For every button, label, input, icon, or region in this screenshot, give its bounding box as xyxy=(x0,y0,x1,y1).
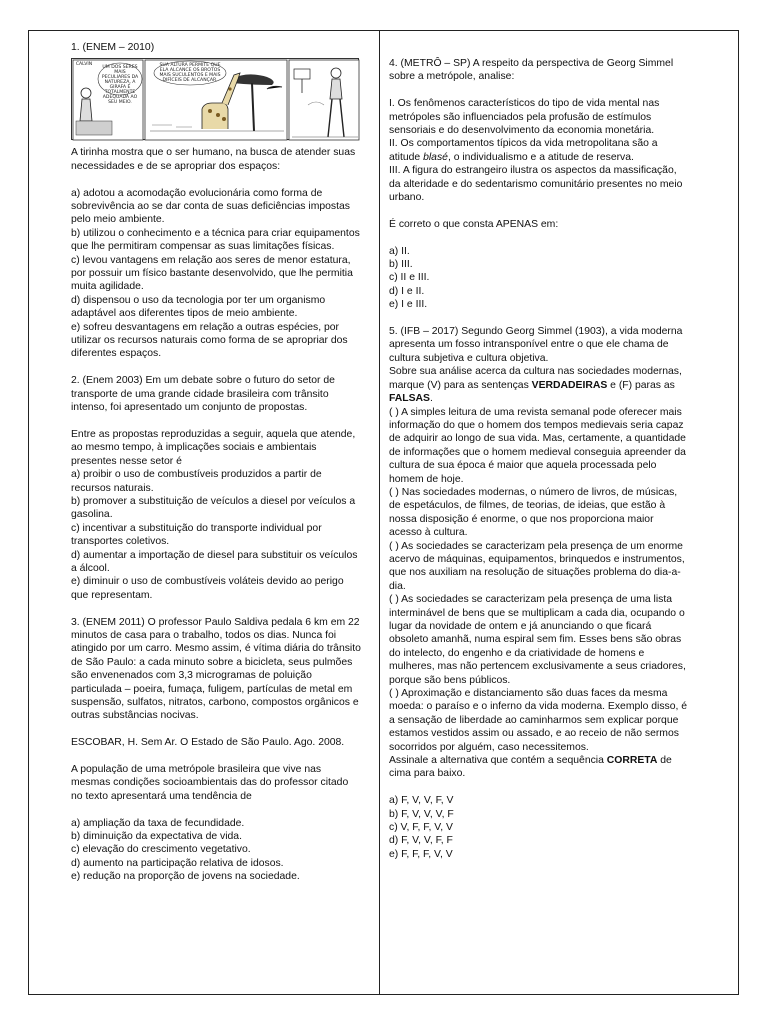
q2-option-c: c) incentivar a substituição do transporte individual por transportes coletivos. xyxy=(71,522,322,548)
q1-option-a: a) adotou a acomodação evolucionária como forma de sobrevivência ao se dar conta de suas deficiências impostas pelo meio ambiente. xyxy=(71,187,350,226)
q3-option-a: a) ampliação da taxa de fecundidade. xyxy=(71,817,245,829)
q5-instr-mid: e (F) paras as xyxy=(607,379,675,391)
q2-stem: 2. (Enem 2003) Em um debate sobre o futuro do setor de transporte de uma grande cidade brasileira com trânsito intenso, foi apresentado um conjunto de propostas. xyxy=(71,375,335,414)
q2-option-e: e) diminuir o uso de combustíveis voláteis devido ao perigo que representam. xyxy=(71,576,344,601)
q5-statement-4: ( ) As sociedades se caracterizam pela presença de uma lista interminável de bens que se multiplicam a cada dia, ocupando o lugar da novidade de ontem e já anunciando o que ficará obsoleto amanhã, numa espiral sem fim. Esses bens são obras do intelecto, do engenho e da criatividade de homens e mulheres, mas não pertencem exclusivamente a seus criadores, porque são bens públicos. xyxy=(389,594,686,686)
q5-final-end: de cima para baixo. xyxy=(389,755,672,780)
q1-option-e: e) sofreu desvantagens em relação a outras espécies, por utilizar os recursos naturais como forma de se apropriar dos diferentes espaços. xyxy=(71,321,348,360)
q1-option-c: c) levou vantagens em relação aos seres de menor estatura, por possuir um físico bastante desenvolvido, que lhe permitia muita agilidade. xyxy=(71,254,353,293)
q2-stem-2: Entre as propostas reproduzidas a seguir, aquela que atende, ao mesmo tempo, à implicações sociais e ambientais presentes nesse setor é xyxy=(71,428,356,467)
q5-final-instruction xyxy=(389,754,689,781)
left-column xyxy=(71,41,361,884)
q5-option-d: d) F, V, V, F, F xyxy=(389,835,453,847)
worksheet-page xyxy=(28,30,739,995)
q5-instr-start: Sobre sua análise acerca da cultura nas sociedades modernas, marque (V) para as sentenças xyxy=(389,366,682,391)
comic-bubble-2: SUA ALTURA PERMITE QUE ELA ALCANCE OS BROTOS MAIS SUCULENTOS E MAIS DIFÍCEIS DE ALCANÇAR. xyxy=(159,63,221,84)
q1-stem: A tirinha mostra que o ser humano, na busca de atender suas necessidades e de se apropriar dos espaços: xyxy=(71,147,356,172)
q1-title: 1. (ENEM – 2010) xyxy=(71,42,155,53)
q3-option-d: d) aumento na participação relativa de idosos. xyxy=(71,857,284,869)
q4-item-2 xyxy=(389,137,689,164)
column-divider xyxy=(379,31,380,994)
calvin-comic-strip xyxy=(71,58,359,140)
q3-option-b: b) diminuição da expectativa de vida. xyxy=(71,831,242,843)
q5-statement-1: ( ) A simples leitura de uma revista semanal pode oferecer mais informação do que o homem dos tempos medievais seria capaz de adquirir ao longo de sua vida. Mas, certamente, a quantidade de informações que o homem medieval conseguia apreender da cultura de sua época é maior que aquela processada pelo homem de hoje. xyxy=(389,406,686,485)
q4-question: É correto o que consta APENAS em: xyxy=(389,218,559,230)
q2-option-d: d) aumentar a importação de diesel para substituir os veículos a álcool. xyxy=(71,549,358,574)
q4-option-e: e) I e III. xyxy=(389,299,428,311)
q4-option-a: a) II. xyxy=(389,245,410,257)
q4-item-1: I. Os fenômenos característicos do tipo de vida mental nas metrópoles são influenciados pela profusão de estímulos sensoriais e do desenvolvimento da economia monetária. xyxy=(389,98,660,137)
q4-item-2-blase: blasé xyxy=(423,151,448,163)
q5-option-a: a) F, V, V, F, V xyxy=(389,795,454,807)
q5-statement-5: ( ) Aproximação e distanciamento são duas faces da mesma moeda: o paraíso e o inferno da vida moderna. Exemplo disso, é a sensação de liberdade ao caminharmos sem explicar porque estamos vestidos assim ou assado, e ao receio de não sermos socorridos por alguém, caso necessitemos. xyxy=(389,688,688,753)
comic-bubble-1: UM DOS SERES MAIS PECULIARES DA NATUREZA, A GIRAFA É TOTALMENTE ADEQUADA AO SEU MEIO. xyxy=(101,65,139,106)
q1-option-b: b) utilizou o conhecimento e a técnica para criar equipamentos que lhe permitiram compensar as suas limitações físicas. xyxy=(71,227,360,253)
q5-instructions xyxy=(389,365,689,405)
q4-item-3: III. A figura do estrangeiro ilustra os aspectos da massificação, da alteridade e do sedentarismo comunitário presentes no meio urbano. xyxy=(389,165,683,204)
q5-option-b: b) F, V, V, V, F xyxy=(389,808,454,820)
q5-instr-verdadeiras: VERDADEIRAS xyxy=(531,379,608,391)
q2-option-a: a) proibir o uso de combustíveis produzidos a partir de recursos naturais. xyxy=(71,469,322,494)
q5-final-start: Assinale a alternativa que contém a sequência xyxy=(389,755,607,767)
q3-source: ESCOBAR, H. Sem Ar. O Estado de São Paulo. Ago. 2008. xyxy=(71,737,345,749)
q5-instr-end: . xyxy=(430,393,433,405)
q4-stem: 4. (METRÔ – SP) A respeito da perspectiva de Georg Simmel sobre a metrópole, analise: xyxy=(389,58,674,83)
right-column xyxy=(389,57,689,861)
q5-statement-3: ( ) As sociedades se caracterizam pela presença de um enorme acervo de máquinas, equipamentos, brinquedos e instrumentos, que nos auxiliam na resolução de situações problema do dia-a-dia. xyxy=(389,540,685,592)
q4-option-b: b) III. xyxy=(389,259,413,271)
q5-instr-falsas: FALSAS xyxy=(389,393,430,405)
q4-item-2-start: II. Os comportamentos típicos da vida metropolitana são a atitude xyxy=(389,138,658,163)
q3-option-e: e) redução na proporção de jovens na sociedade. xyxy=(71,871,300,883)
q5-stem: 5. (IFB – 2017) Segundo Georg Simmel (1903), a vida moderna apresenta um fosso intransponível entre o que ele chama de cultura subjetiva e cultura objetiva. xyxy=(389,326,683,364)
q5-final-correta: CORRETA xyxy=(606,755,658,767)
q4-option-c: c) II e III. xyxy=(389,272,430,284)
q5-option-e: e) F, F, F, V, V xyxy=(389,848,453,860)
q5-option-c: c) V, F, F, V, V xyxy=(389,822,453,834)
comic-name-tag: CALVIN xyxy=(75,62,93,68)
q3-option-c: c) elevação do crescimento vegetativo. xyxy=(71,844,251,856)
q3-stem: 3. (ENEM 2011) O professor Paulo Saldiva pedala 6 km em 22 minutos de casa para o trabalho, todos os dias. Nunca foi atingido por um carro. Mesmo assim, é vítima diária do trânsito de São Paulo: a cada minuto sobre a bicicleta, seus pulmões são envenenados com 3,3 microgramas de poluição particulada – poeira, fumaça, fuligem, partículas de metal em suspensão, sulfatos, nitratos, carbono, compostos orgânicos e outras substâncias nocivas. xyxy=(71,616,361,722)
q4-item-2-end: , o individualismo e a atitude de reserva. xyxy=(447,151,634,163)
q4-option-d: d) I e II. xyxy=(389,285,425,297)
q3-stem-2: A população de uma metrópole brasileira que vive nas mesmas condições socioambientais das do professor citado no texto apresentará uma tendência de xyxy=(71,764,349,802)
q1-option-d: d) dispensou o uso da tecnologia por ter um organismo adaptável aos diferentes tipos de meio ambiente. xyxy=(71,294,326,320)
q5-statement-2: ( ) Nas sociedades modernas, o número de livros, de músicas, de espetáculos, de filmes, de teorias, de ideias, que estão à nossa disposição é enorme, o que nos proporciona maior acesso à cultura. xyxy=(389,486,678,539)
q2-option-b: b) promover a substituição de veículos a diesel por veículos a gasolina. xyxy=(71,495,356,521)
